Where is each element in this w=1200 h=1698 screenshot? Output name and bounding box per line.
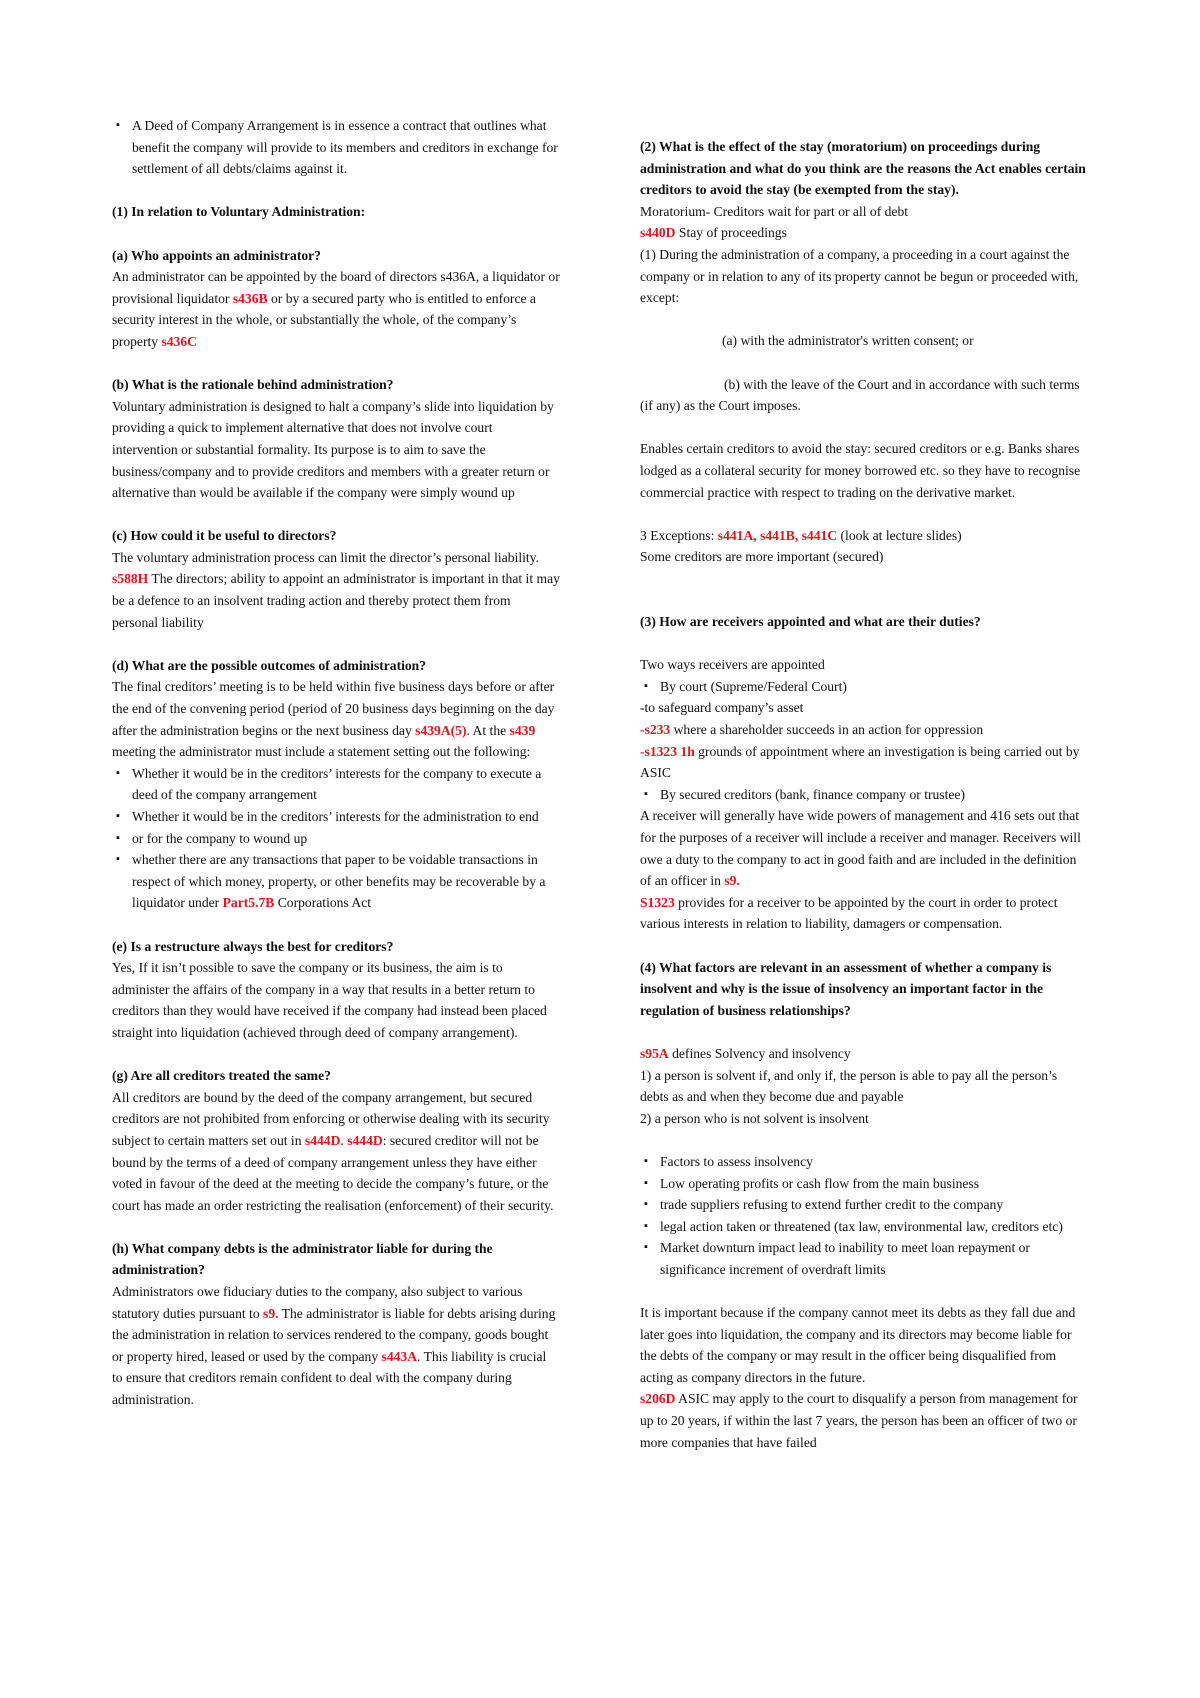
list-item: ▪ whether there are any transactions that paper to be voidable transactions in respect of which money, property, or other benefits may be recoverable by a liquidator under Part5.7B Corporations Act	[112, 849, 560, 914]
section-ref: s9.	[724, 873, 740, 889]
list-item: ▪ Low operating profits or cash flow from the main business	[640, 1173, 1088, 1195]
solvency-definition: s95A defines Solvency and insolvency	[640, 1045, 851, 1061]
receiver-powers: A receiver will generally have wide powers of management and 416 sets out that for the purposes of a receiver will include a receiver and manager. Receivers will owe a duty to the company to act in good faith and are included in the definition of an officer in s9. S1323 provides for a receiver to be appointed by the court in order to protect various interests in relation to liability, damagers or compensation.	[640, 808, 1081, 932]
section-ref: s440D	[640, 225, 676, 241]
left-column	[112, 115, 560, 1411]
list-item: ▪ trade suppliers refusing to extend further credit to the company	[640, 1194, 1088, 1216]
question-b-answer: Voluntary administration is designed to halt a company’s slide into liquidation by providing a quick to implement alternative that does not involve court intervention or substantial formality. Its purpose is to aim to save the business/company and to provide creditors and members with a greater return or alternative than would be available if the company were simply wound up	[112, 398, 554, 501]
list-item: ▪ By court (Supreme/Federal Court)	[640, 676, 1088, 698]
section-1-heading: (1) In relation to Voluntary Administration:	[112, 204, 366, 220]
question-h-heading: (h) What company debts is the administrator liable for during the administration?	[112, 1240, 493, 1278]
section-ref: s439A(5)	[415, 722, 467, 738]
question-c-answer: The voluntary administration process can limit the director’s personal liability. s588H The directors; ability to appoint an administrator is important in that it may be a defence to an insolvent trading action and thereby protect them from personal liability	[112, 549, 560, 630]
receiver-list-2	[640, 784, 1088, 806]
stay-line: s440D Stay of proceedings	[640, 225, 787, 241]
section-ref: s436B	[232, 290, 268, 306]
right-column	[640, 136, 1088, 1453]
outcome-list	[112, 763, 560, 914]
question-a-answer: An administrator can be appointed by the board of directors s436A, a liquidator or provisional liquidator s436B or by a secured party who is entitled to enforce a security interest in the whole, or substantially the whole, of the company’s property s436C	[112, 269, 560, 349]
exceptions-line: 3 Exceptions: s441A, s441B, s441C (look at lecture slides)	[640, 527, 962, 543]
intro-bullet: ▪ A Deed of Company Arrangement is in essence a contract that outlines what benefit the company will provide to its members and creditors in exchange for settlement of all debts/claims against it.	[112, 115, 560, 180]
list-item: ▪ or for the company to wound up	[112, 828, 560, 850]
question-3-heading: (3) How are receivers appointed and what are their duties?	[640, 614, 981, 630]
section-ref: s444D	[347, 1132, 383, 1148]
intro-list	[112, 115, 560, 180]
question-h-answer: Administrators owe fiduciary duties to the company, also subject to various statutory duties pursuant to s9. The administrator is liable for debts arising during the administration in relation to services rendered to the company, goods bought or property hired, leased or used by the company s443A. This liability is crucial to ensure that creditors remain confident to deal with the company during administration.	[112, 1284, 556, 1408]
list-item: ▪ By secured creditors (bank, finance company or trustee)	[640, 784, 1088, 806]
insolvency-factors	[640, 1151, 1088, 1281]
section-ref: s441A, s441B, s441C	[717, 527, 838, 543]
question-a-heading: (a) Who appoints an administrator?	[112, 247, 321, 263]
question-b-heading: (b) What is the rationale behind administration?	[112, 377, 394, 393]
question-e-answer: Yes, If it isn’t possible to save the company or its business, the aim is to administer the affairs of the company in a way that results in a better return to creditors than they would have received if the company had instead been placed straight into liquidation (achieved through deed of company arrangement).	[112, 960, 547, 1040]
receivers-intro: Two ways receivers are appointed	[640, 657, 825, 673]
secured-note: Some creditors are more important (secured)	[640, 549, 884, 565]
section-ref: s206D	[640, 1391, 676, 1407]
question-4-heading: (4) What factors are relevant in an assessment of whether a company is insolvent and why is the issue of insolvency an important factor in the regulation of business relationships?	[640, 959, 1052, 1018]
section-ref: s436C	[161, 333, 197, 349]
section-ref: -s233	[640, 722, 671, 738]
section-ref: s588H	[112, 571, 149, 587]
list-item: ▪ Market downturn impact lead to inability to meet loan repayment or significance increment of overdraft limits	[640, 1237, 1088, 1280]
stay-subsection-1: (1) During the administration of a company, a proceeding in a court against the company or in relation to any of its property cannot be begun or proceeded with, except:	[640, 246, 1079, 306]
solvency-line-1: 1) a person is solvent if, and only if, the person is able to pay all the person’s debts as and when they become due and payable	[640, 1067, 1058, 1105]
list-item: ▪ Whether it would be in the creditors’ interests for the company to execute a deed of the company arrangement	[112, 763, 560, 806]
stay-subsection-b: (b) with the leave of the Court and in accordance with such terms (if any) as the Court imposes.	[640, 376, 1080, 414]
section-ref: s444D	[304, 1132, 341, 1148]
section-ref: s95A	[640, 1045, 669, 1061]
oppression-line: -s233 where a shareholder succeeds in an action for oppression	[640, 722, 984, 738]
list-item: ▪ Factors to assess insolvency	[640, 1151, 1088, 1173]
question-d-heading: (d) What are the possible outcomes of administration?	[112, 657, 427, 673]
question-g-heading: (g) Are all creditors treated the same?	[112, 1068, 331, 1084]
section-ref: Part5.7B	[222, 895, 275, 911]
disqualification-text: s206D ASIC may apply to the court to disqualify a person from management for up to 20 years, if within the last 7 years, the person has been an officer of two or more companies that have failed	[640, 1391, 1078, 1450]
section-ref: s439	[509, 722, 536, 738]
receiver-list-1	[640, 676, 1088, 698]
stay-subsection-a: (a) with the administrator's written consent; or	[722, 333, 974, 349]
question-2-heading: (2) What is the effect of the stay (moratorium) on proceedings during administration and what do you think are the reasons the Act enables certain creditors to avoid the stay (be exempted from the stay).	[640, 139, 1086, 198]
solvency-line-2: 2) a person who is not solvent is insolvent	[640, 1110, 869, 1126]
section-ref: -s1323 1h	[640, 743, 695, 759]
section-ref: S1323	[640, 894, 675, 910]
safeguard-line: -to safeguard company’s asset	[640, 700, 804, 716]
question-c-heading: (c) How could it be useful to directors?	[112, 528, 337, 544]
moratorium-line: Moratorium- Creditors wait for part or all of debt	[640, 203, 909, 219]
list-item: ▪ Whether it would be in the creditors’ interests for the administration to end	[112, 806, 560, 828]
question-g-answer: All creditors are bound by the deed of the company arrangement, but secured creditors are not prohibited from enforcing or otherwise dealing with its security subject to certain matters set out in s444D. s444D: secured creditor will not be bound by the terms of a deed of company arrangement unless they have either voted in favour of the deed at the meeting to decide the company’s future, or the court has made an order restricting the realisation (enforcement) of their security.	[112, 1089, 554, 1213]
question-e-heading: (e) Is a restructure always the best for creditors?	[112, 938, 394, 954]
question-d-answer: The final creditors’ meeting is to be held within five business days before or after the end of the convening period (period of 20 business days beginning on the day after the administration begins or the next business day s439A(5). At the s439 meeting the administrator must include a statement setting out the following:	[112, 679, 555, 760]
importance-text: It is important because if the company cannot meet its debts as they fall due and later goes into liquidation, the company and its directors may become liable for the debts of the company or may result in the officer being disqualified from acting as company directors in the future.	[640, 1305, 1076, 1385]
section-ref: s9.	[263, 1305, 279, 1321]
section-ref: s443A	[381, 1348, 418, 1364]
exemption-text: Enables certain creditors to avoid the stay: secured creditors or e.g. Banks shares lodged as a collateral security for money borrowed etc. so they have to recognise commercial practice with respect to trading on the derivative market.	[640, 441, 1081, 500]
investigation-line: -s1323 1h grounds of appointment where an investigation is being carried out by ASIC	[640, 743, 1080, 781]
list-item: ▪ legal action taken or threatened (tax law, environmental law, creditors etc)	[640, 1216, 1088, 1238]
